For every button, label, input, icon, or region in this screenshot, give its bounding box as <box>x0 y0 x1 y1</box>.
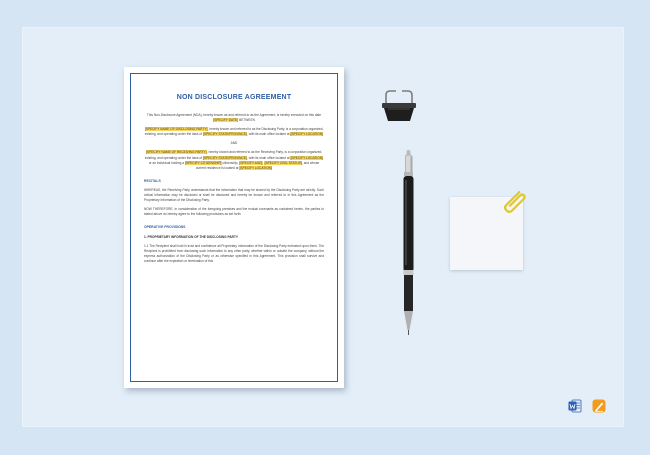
intro-text: This Non-Disclosure Agreement (NDA), hereby known as and referred to as the Agreement, is hereby executed on this date <box>146 113 322 117</box>
document-title: NON DISCLOSURE AGREEMENT <box>176 94 292 101</box>
placeholder-disclosing-name: [SPECIFY NAME OF DISCLOSING PARTY] <box>144 127 208 132</box>
intro-paragraph <box>144 113 324 123</box>
placeholder-location: [SPECIFY LOCATION] <box>290 132 323 137</box>
document-page <box>124 67 344 388</box>
party2-text-3: or an individual holding a <box>148 160 185 165</box>
clause-1-1-paragraph: 1.1 The Recipient shall hold in trust and confidence all Proprietary Information of the Disclosing Party entrusted upon them. The Recipient is prohibited from disclosing such information to any other party, whether within or outside the company, without the express authorization of the Disclosing Party or as otherwise specified in this Agreement. This provision shall survive and continue after the expiration or termination of this <box>144 243 324 263</box>
placeholder-location: [SPECIFY LOCATION] <box>239 165 272 170</box>
placeholder-state: [SPECIFY STATE/PROVINCE] <box>203 155 247 160</box>
and-separator: AND <box>230 141 238 146</box>
section-1-heading: 1. PROPRIETARY INFORMATION OF THE DISCLOSING PARTY <box>144 234 239 239</box>
disclosing-party-paragraph <box>144 127 324 137</box>
placeholder-state: [SPECIFY STATE/PROVINCE] <box>203 132 247 137</box>
intro-text-end: BETWEEN <box>238 118 255 123</box>
placeholder-date: [SPECIFY DATE] <box>213 118 238 123</box>
placeholder-citizenship: [SPECIFY CITIZENSHIP] <box>185 160 222 165</box>
placeholder-receiving-name: [SPECIFY NAME OF RECEIVING PARTY] <box>146 150 207 155</box>
party2-text: , hereby known and referred to as the Receiving Party, is a corporation organized, existing, and operating under the laws of <box>144 150 323 160</box>
operative-heading: OPERATIVE PROVISIONS <box>144 225 186 230</box>
recitals-heading: RECITALS <box>144 178 161 183</box>
therefore-paragraph: NOW THEREFORE, in consideration of the foregoing premises and the mutual covenants as contained herein, the parties to stated above do hereby agree to the following provisions as set forth: <box>144 207 324 217</box>
receiving-party-paragraph <box>144 150 324 170</box>
party1-text-2: , with its main office located at <box>247 132 291 137</box>
pen-icon <box>398 150 420 335</box>
party2-text-4: citizenship, <box>221 160 240 165</box>
document-body <box>144 113 324 268</box>
paperclip-icon <box>500 187 530 217</box>
party1-text: , hereby known and referred to as the Disclosing Party, is a corporation organized, existing, and operating under the laws of <box>144 127 324 137</box>
binder-clip-icon <box>380 88 418 126</box>
pages-app-icon[interactable] <box>592 399 606 413</box>
placeholder-civil-status: [SPECIFY CIVIL STATUS] <box>264 160 302 165</box>
placeholder-location: [SPECIFY LOCATION] <box>290 155 323 160</box>
party2-text-6: , and whose current residence is located at <box>195 160 320 170</box>
recitals-paragraph: WHEREAS, the Receiving Party understands that the information that may be shared by the Disclosing Party are strictly. Such critical information may be disclosed or shall be disclosed and hereby be known and referred to in this Agreement as the Proprietary Information of the Disclosing Party. <box>144 187 324 203</box>
placeholder-age: [SPECIFY AGE] <box>239 160 263 165</box>
word-app-icon[interactable] <box>568 399 582 413</box>
party2-text-2: , with its main office located at <box>247 155 291 160</box>
